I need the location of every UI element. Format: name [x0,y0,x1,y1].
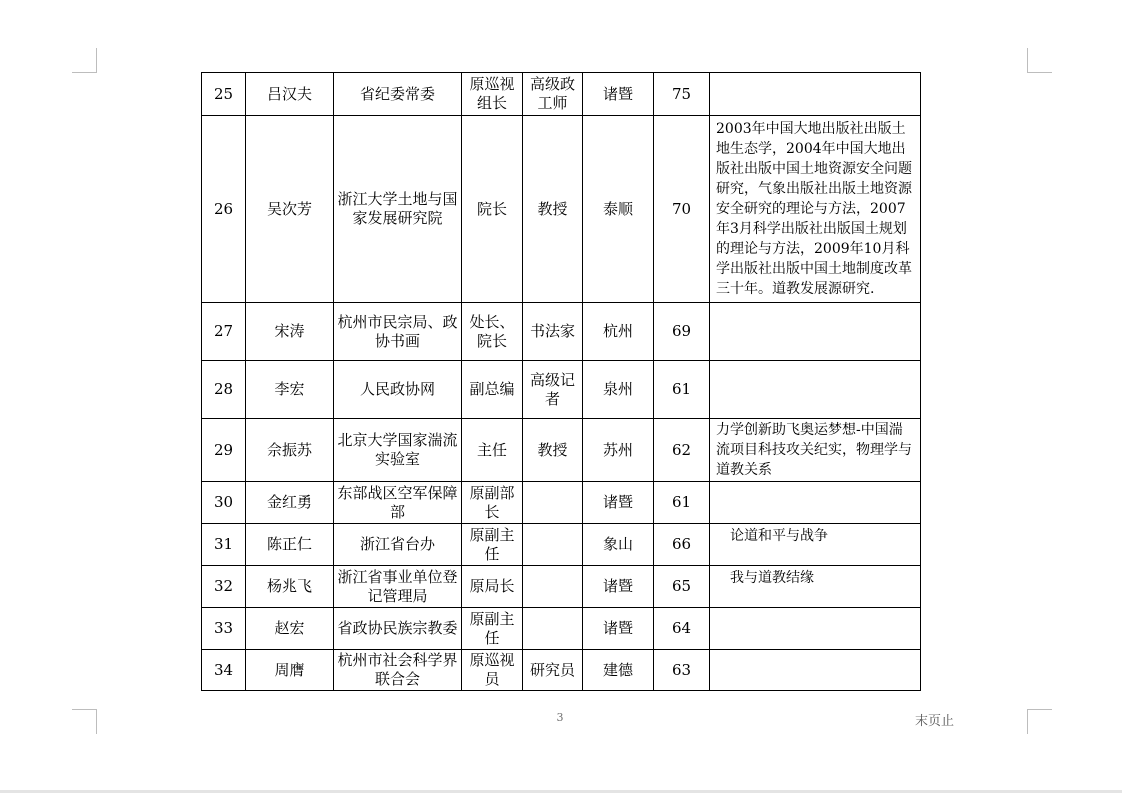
member-table [201,72,921,691]
member-name: 周膺 [246,650,334,691]
work-unit: 浙江省事业单位登记管理局 [334,566,462,608]
age: 70 [654,116,710,303]
age: 63 [654,650,710,691]
research-notes: 力学创新助飞奥运梦想-中国湍流项目科技攻关纪实，物理学与道教关系 [710,419,921,482]
member-name: 吴次芳 [246,116,334,303]
native-place: 杭州 [583,303,654,361]
position: 原局长 [462,566,523,608]
professional-title: 高级政工师 [523,73,583,116]
table-row [202,650,921,691]
row-number: 26 [202,116,246,303]
professional-title [523,608,583,650]
member-name: 吕汉夫 [246,73,334,116]
native-place: 诸暨 [583,608,654,650]
member-name: 李宏 [246,361,334,419]
age: 61 [654,482,710,524]
research-notes [710,482,921,524]
research-notes: 论道和平与战争 [710,524,921,566]
work-unit: 杭州市民宗局、政协书画 [334,303,462,361]
professional-title: 高级记者 [523,361,583,419]
table-row [202,361,921,419]
member-name: 金红勇 [246,482,334,524]
crop-mark-top-left [72,48,97,73]
crop-mark-bottom-left [72,709,97,734]
crop-mark-top-right [1027,48,1052,73]
native-place: 诸暨 [583,566,654,608]
position: 副总编 [462,361,523,419]
work-unit: 浙江省台办 [334,524,462,566]
age: 64 [654,608,710,650]
row-number: 34 [202,650,246,691]
professional-title [523,566,583,608]
age: 65 [654,566,710,608]
table-row [202,482,921,524]
research-notes: 我与道教结缘 [710,566,921,608]
age: 61 [654,361,710,419]
table-row [202,303,921,361]
native-place: 苏州 [583,419,654,482]
table-row [202,419,921,482]
member-name: 赵宏 [246,608,334,650]
work-unit: 杭州市社会科学界联合会 [334,650,462,691]
member-name: 陈正仁 [246,524,334,566]
native-place: 建德 [583,650,654,691]
research-notes [710,650,921,691]
member-name: 宋涛 [246,303,334,361]
row-number: 29 [202,419,246,482]
research-notes: 2003年中国大地出版社出版土地生态学，2004年中国大地出版社出版中国土地资源安全问题研究，气象出版社出版土地资源安全研究的理论与方法，2007年3月科学出版社出版国土规划的理论与方法，2009年10月科学出版社出版中国土地制度改革三十年。道教发展源研究. [710,116,921,303]
position: 原副主任 [462,524,523,566]
position: 院长 [462,116,523,303]
row-number: 33 [202,608,246,650]
age: 62 [654,419,710,482]
row-number: 31 [202,524,246,566]
work-unit: 浙江大学土地与国家发展研究院 [334,116,462,303]
row-number: 25 [202,73,246,116]
position: 原巡视员 [462,650,523,691]
position: 处长、院长 [462,303,523,361]
research-notes [710,608,921,650]
member-name: 佘振苏 [246,419,334,482]
professional-title: 研究员 [523,650,583,691]
table-row [202,608,921,650]
position: 原副部长 [462,482,523,524]
row-number: 28 [202,361,246,419]
native-place: 诸暨 [583,73,654,116]
end-of-document-mark: 末页止 [915,714,955,729]
age: 66 [654,524,710,566]
native-place: 泉州 [583,361,654,419]
research-notes [710,73,921,116]
professional-title: 教授 [523,419,583,482]
age: 69 [654,303,710,361]
crop-mark-bottom-right [1027,709,1052,734]
work-unit: 省政协民族宗教委 [334,608,462,650]
age: 75 [654,73,710,116]
position: 原巡视组长 [462,73,523,116]
position: 主任 [462,419,523,482]
row-number: 27 [202,303,246,361]
native-place: 诸暨 [583,482,654,524]
row-number: 30 [202,482,246,524]
professional-title: 教授 [523,116,583,303]
row-number: 32 [202,566,246,608]
table-row [202,566,921,608]
work-unit: 北京大学国家湍流实验室 [334,419,462,482]
table-row [202,524,921,566]
work-unit: 人民政协网 [334,361,462,419]
page-number: 3 [556,711,564,724]
professional-title [523,482,583,524]
work-unit: 东部战区空军保障部 [334,482,462,524]
table-row [202,116,921,303]
position: 原副主任 [462,608,523,650]
research-notes [710,303,921,361]
table-row [202,73,921,116]
professional-title [523,524,583,566]
native-place: 象山 [583,524,654,566]
professional-title: 书法家 [523,303,583,361]
member-name: 杨兆飞 [246,566,334,608]
native-place: 泰顺 [583,116,654,303]
work-unit: 省纪委常委 [334,73,462,116]
research-notes [710,361,921,419]
